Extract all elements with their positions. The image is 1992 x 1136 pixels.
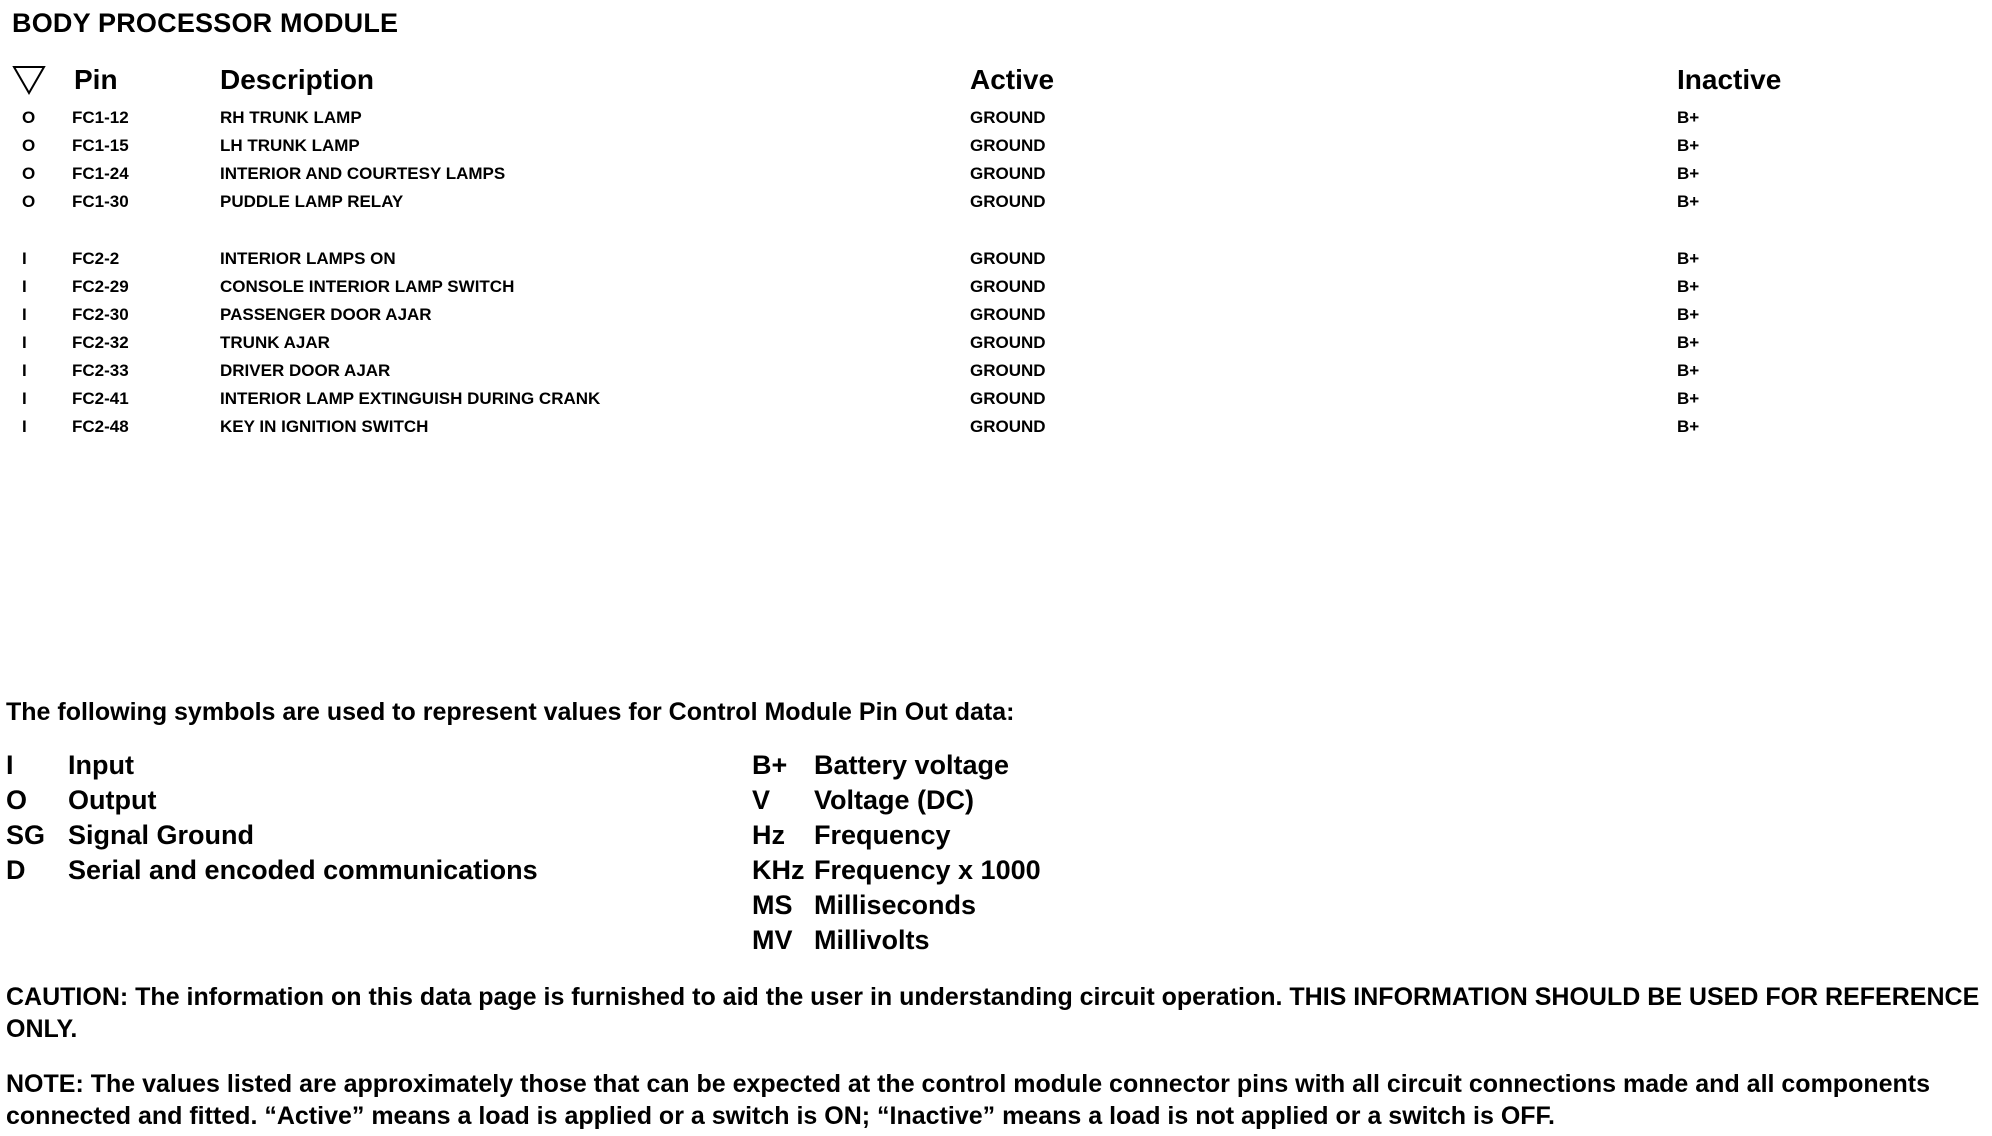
legend-meaning: Frequency [814, 820, 951, 850]
pin-cell: FC2-30 [72, 305, 129, 324]
active-cell: GROUND [970, 164, 1046, 183]
io-cell: O [22, 108, 36, 127]
header-inactive: Inactive [1677, 64, 1782, 95]
header-pin: Pin [74, 64, 118, 95]
pin-cell: FC2-2 [72, 249, 120, 268]
inactive-cell: B+ [1677, 108, 1700, 127]
legend-meaning: Millivolts [814, 925, 930, 955]
pin-cell: FC2-41 [72, 389, 129, 408]
description-cell: PASSENGER DOOR AJAR [220, 305, 432, 324]
description-cell: INTERIOR LAMP EXTINGUISH DURING CRANK [220, 389, 601, 408]
active-cell: GROUND [970, 249, 1046, 268]
caution-text: CAUTION: The information on this data page is furnished to aid the user in understanding circuit operation. THIS INFORMATION SHOULD BE USED FOR REFERENCE ONLY. [6, 983, 1980, 1043]
description-cell: CONSOLE INTERIOR LAMP SWITCH [220, 277, 515, 296]
legend-symbol: O [6, 785, 28, 815]
inactive-cell: B+ [1677, 192, 1700, 211]
io-cell: O [22, 164, 36, 183]
pin-cell: FC1-30 [72, 192, 129, 211]
io-cell: I [22, 389, 27, 408]
inactive-cell: B+ [1677, 136, 1700, 155]
legend-meaning: Voltage (DC) [814, 785, 974, 815]
legend-symbol: MS [752, 890, 793, 920]
legend-meaning: Input [68, 750, 134, 780]
table-row [0, 249, 1992, 277]
legend-item [752, 820, 1352, 854]
io-cell: O [22, 192, 36, 211]
active-cell: GROUND [970, 108, 1046, 127]
table-row [0, 136, 1992, 164]
inactive-cell: B+ [1677, 305, 1700, 324]
header-description: Description [220, 64, 375, 95]
legend-symbol: B+ [752, 750, 788, 780]
pin-cell: FC1-12 [72, 108, 129, 127]
note-text: NOTE: The values listed are approximately those that can be expected at the control module connector pins with all circuit connections made and all components connected and fitted. “Active” means a load is applied or a switch is ON; “Inactive” means a load is not applied or a switch is OFF. [6, 1070, 1931, 1130]
table-row [0, 417, 1992, 445]
legend-meaning: Milliseconds [814, 890, 977, 920]
inactive-cell: B+ [1677, 249, 1700, 268]
description-cell: PUDDLE LAMP RELAY [220, 192, 404, 211]
active-cell: GROUND [970, 361, 1046, 380]
table-row [0, 277, 1992, 305]
pin-cell: FC2-48 [72, 417, 129, 436]
table-row [0, 361, 1992, 389]
inactive-cell: B+ [1677, 417, 1700, 436]
io-cell: I [22, 333, 27, 352]
description-cell: LH TRUNK LAMP [220, 136, 360, 155]
pin-cell: FC1-24 [72, 164, 129, 183]
legend-item [752, 925, 1352, 959]
io-cell: I [22, 305, 27, 324]
pin-cell: FC2-32 [72, 333, 129, 352]
active-cell: GROUND [970, 389, 1046, 408]
io-cell: I [22, 361, 27, 380]
description-cell: INTERIOR LAMPS ON [220, 249, 396, 268]
table-row [0, 164, 1992, 192]
legend-symbol: KHz [752, 855, 805, 885]
io-cell: O [22, 136, 36, 155]
inactive-cell: B+ [1677, 333, 1700, 352]
description-cell: TRUNK AJAR [220, 333, 330, 352]
legend-item [6, 855, 706, 889]
legend-item [752, 855, 1352, 889]
description-cell: INTERIOR AND COURTESY LAMPS [220, 164, 506, 183]
table-row [0, 192, 1992, 220]
inactive-cell: B+ [1677, 277, 1700, 296]
legend-symbol: D [6, 855, 26, 885]
pin-cell: FC1-15 [72, 136, 129, 155]
table-row [0, 333, 1992, 361]
legend-item [6, 785, 706, 819]
table-row [0, 305, 1992, 333]
legend-meaning: Signal Ground [68, 820, 254, 850]
inactive-cell: B+ [1677, 389, 1700, 408]
table-row [0, 108, 1992, 136]
legend-symbol: V [752, 785, 771, 815]
description-cell: RH TRUNK LAMP [220, 108, 362, 127]
io-cell: I [22, 249, 27, 268]
io-cell: I [22, 277, 27, 296]
active-cell: GROUND [970, 277, 1046, 296]
legend-item [6, 750, 706, 784]
pin-cell: FC2-29 [72, 277, 129, 296]
description-cell: DRIVER DOOR AJAR [220, 361, 391, 380]
legend-item [752, 750, 1352, 784]
active-cell: GROUND [970, 305, 1046, 324]
legend-item [752, 785, 1352, 819]
direction-triangle-icon [12, 64, 46, 96]
active-cell: GROUND [970, 136, 1046, 155]
description-cell: KEY IN IGNITION SWITCH [220, 417, 429, 436]
inactive-cell: B+ [1677, 164, 1700, 183]
header-active: Active [970, 64, 1055, 95]
legend-meaning: Serial and encoded communications [68, 855, 538, 885]
legend-meaning: Battery voltage [814, 750, 1010, 780]
legend-item [752, 890, 1352, 924]
pin-cell: FC2-33 [72, 361, 129, 380]
legend-symbol: MV [752, 925, 793, 955]
legend-item [6, 820, 706, 854]
active-cell: GROUND [970, 417, 1046, 436]
inactive-cell: B+ [1677, 361, 1700, 380]
legend-symbol: SG [6, 820, 46, 850]
active-cell: GROUND [970, 333, 1046, 352]
io-cell: I [22, 417, 27, 436]
legend-meaning: Frequency x 1000 [814, 855, 1041, 885]
legend-title: The following symbols are used to represent values for Control Module Pin Out data: [6, 698, 1015, 726]
active-cell: GROUND [970, 192, 1046, 211]
legend-symbol: Hz [752, 820, 785, 850]
legend-symbol: I [6, 750, 14, 780]
page-title: BODY PROCESSOR MODULE [12, 8, 399, 38]
table-row [0, 389, 1992, 417]
legend-meaning: Output [68, 785, 157, 815]
